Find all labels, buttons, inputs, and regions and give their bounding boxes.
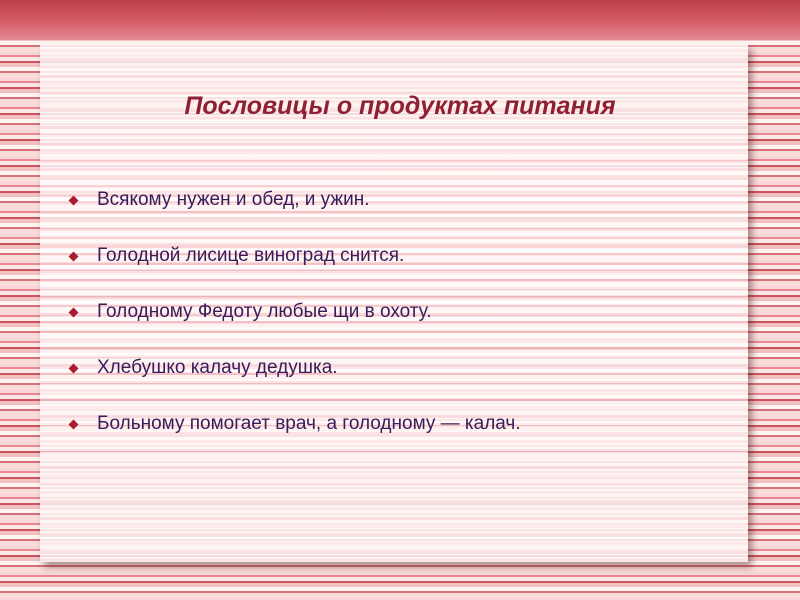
proverb-text: Голодной лисице виноград снится.: [97, 245, 405, 266]
proverb-text: Больному помогает врач, а голодному — калач.: [97, 413, 521, 434]
list-item: [68, 284, 728, 340]
proverb-list: [68, 172, 728, 452]
list-item: [68, 340, 728, 396]
diamond-bullet-icon: [69, 363, 79, 373]
diamond-bullet-icon: [69, 251, 79, 261]
diamond-bullet-icon: [69, 419, 79, 429]
list-item: [68, 228, 728, 284]
diamond-bullet-icon: [69, 195, 79, 205]
diamond-bullet-icon: [69, 307, 79, 317]
proverb-text: Всякому нужен и обед, и ужин.: [97, 189, 370, 210]
list-item: [68, 396, 728, 452]
proverb-text: Хлебушко калачу дедушка.: [97, 357, 338, 378]
list-item: [68, 172, 728, 228]
top-decorative-band: [0, 0, 800, 40]
proverb-text: Голодному Федоту любые щи в охоту.: [97, 301, 432, 322]
slide-title: Пословицы о продуктах питания: [184, 92, 616, 120]
